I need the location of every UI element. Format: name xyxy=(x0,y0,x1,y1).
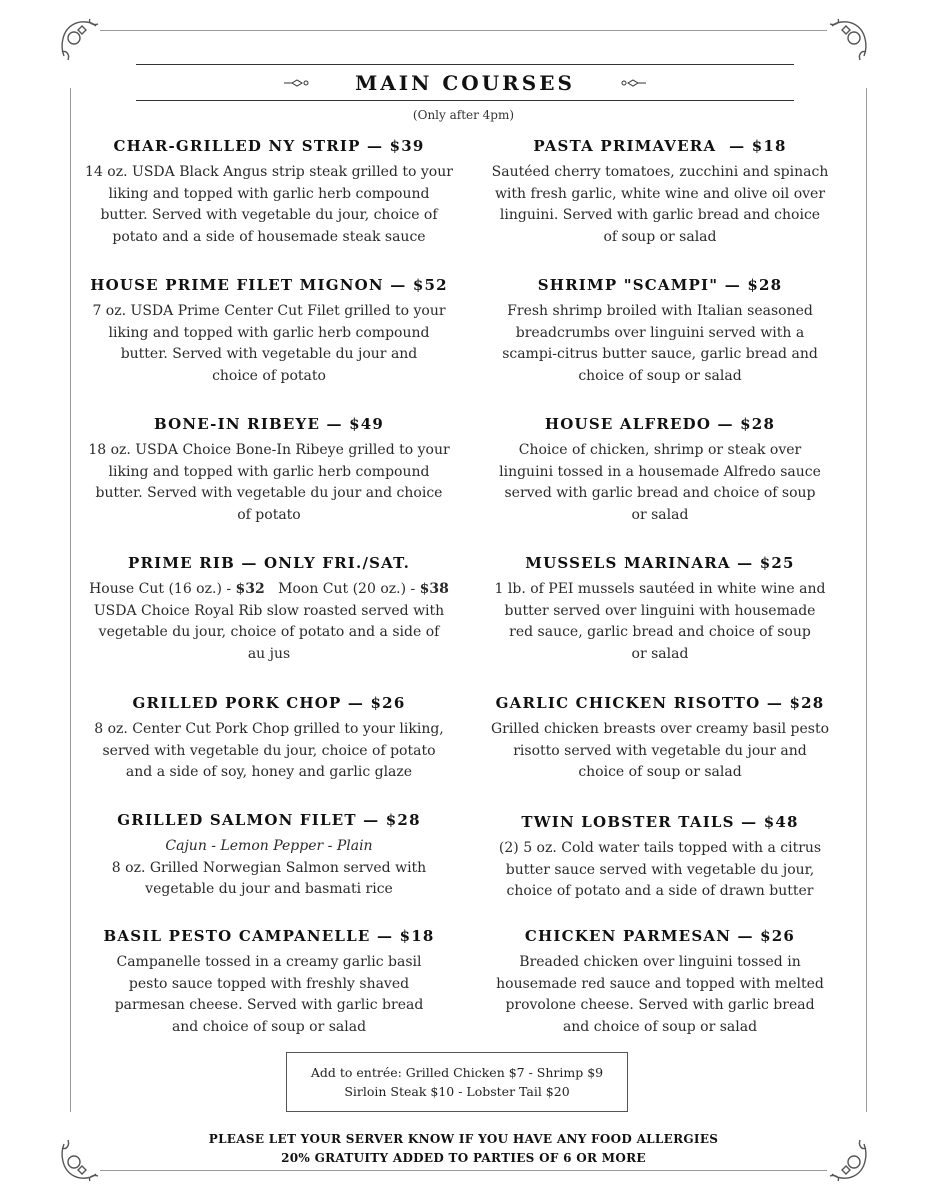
description-line: 1 lb. of PEI mussels sautéed in white wine and xyxy=(494,581,826,597)
dish-price: $39 xyxy=(389,137,425,155)
description-line: with fresh garlic, white wine and olive oil over xyxy=(494,185,826,202)
description-line: pesto sauce topped with freshly shaved xyxy=(128,975,410,992)
dish-price: $18 xyxy=(751,137,787,155)
description-line: breadcrumbs over linguini served with a xyxy=(515,324,805,341)
description-line: linguini tossed in a housemade Alfredo sauce xyxy=(499,463,821,480)
description-line: USDA Choice Royal Rib slow roasted served with xyxy=(93,602,445,619)
description-line: scampi-citrus butter sauce, garlic bread and xyxy=(502,346,818,363)
dish-description xyxy=(474,440,846,526)
dish-heading: GARLIC CHICKEN RISOTTO — $28 xyxy=(495,694,825,712)
description-line: 8 oz. Center Cut Pork Chop grilled to your liking, xyxy=(94,721,444,737)
dish-heading: PRIME RIB — ONLY FRI./SAT. xyxy=(127,554,411,572)
dish-name: PASTA PRIMAVERA xyxy=(533,137,717,155)
dish-name: GARLIC CHICKEN RISOTTO xyxy=(495,694,761,712)
description-line: or salad xyxy=(631,645,689,662)
description-line: of potato xyxy=(237,506,301,523)
dish-name: BASIL PESTO CAMPANELLE xyxy=(103,927,371,945)
dish-description xyxy=(474,579,846,665)
frame-right-line xyxy=(866,88,867,1112)
dish-heading: PASTA PRIMAVERA — $18 xyxy=(533,137,787,155)
dish-price: $48 xyxy=(763,813,799,831)
addons-box xyxy=(286,1052,628,1112)
description-line: choice of soup or salad xyxy=(578,764,742,781)
flourish-right-icon xyxy=(619,78,647,88)
description-line: served with garlic bread and choice of soup xyxy=(504,485,816,502)
dish-name: GRILLED SALMON FILET xyxy=(117,811,357,829)
dish-heading: SHRIMP "SCAMPI" — $28 xyxy=(537,276,783,294)
dish-description xyxy=(83,162,455,248)
description-line: butter sauce served with vegetable du jour, xyxy=(505,861,815,878)
dish-heading: BASIL PESTO CAMPANELLE — $18 xyxy=(103,927,435,945)
corner-ornament-top-right-icon xyxy=(822,16,872,66)
description-line: of soup or salad xyxy=(603,228,717,245)
dish-name: SHRIMP "SCAMPI" xyxy=(537,276,719,294)
menu-item xyxy=(474,693,846,784)
menu-item xyxy=(83,926,455,1038)
dish-name: HOUSE ALFREDO xyxy=(544,415,712,433)
description-line: butter. Served with vegetable du jour and choice xyxy=(95,485,443,502)
description-line: Grilled chicken breasts over creamy basil pesto xyxy=(490,721,830,737)
dish-description xyxy=(83,719,455,784)
dish-description xyxy=(83,579,455,665)
frame-bottom-line xyxy=(100,1170,827,1171)
dish-price: $26 xyxy=(760,927,796,945)
dish-description xyxy=(474,719,846,784)
dish-price: $26 xyxy=(370,694,406,712)
menu-item xyxy=(474,553,846,665)
description-line: and a side of soy, honey and garlic glaze xyxy=(125,764,413,781)
description-line: risotto served with vegetable du jour and xyxy=(513,742,807,759)
dish-heading: BONE-IN RIBEYE — $49 xyxy=(153,415,385,433)
header-top-rule xyxy=(136,64,794,65)
moon-cut-price: $38 xyxy=(419,581,449,597)
description-line: provolone cheese. Served with garlic bread xyxy=(505,997,815,1014)
description-line: liking and topped with garlic herb compound xyxy=(108,463,430,480)
description-line: 14 oz. USDA Black Angus strip steak grilled to your xyxy=(85,164,453,180)
description-line: butter. Served with vegetable du jour, choice of xyxy=(100,207,438,224)
description-line: and choice of soup or salad xyxy=(171,1018,367,1035)
dish-price: $25 xyxy=(759,554,795,572)
dish-heading: CHAR-GRILLED NY STRIP — $39 xyxy=(113,137,425,155)
dish-description xyxy=(83,952,455,1038)
description-line: au jus xyxy=(247,645,291,662)
page-subtitle: (Only after 4pm) xyxy=(412,108,515,122)
dish-description xyxy=(83,440,455,526)
description-line: Choice of chicken, shrimp or steak over xyxy=(518,442,802,458)
corner-ornament-top-left-icon xyxy=(56,16,106,66)
description-line: vegetable du jour, choice of potato and a side of xyxy=(98,624,440,641)
dish-description xyxy=(474,952,846,1038)
dish-description xyxy=(474,162,846,248)
gratuity-notice: 20% GRATUITY ADDED TO PARTIES OF 6 OR MORE xyxy=(281,1151,646,1165)
frame-left-line xyxy=(70,88,71,1112)
menu-item xyxy=(474,275,846,387)
menu-item xyxy=(474,812,846,903)
dish-price: $28 xyxy=(789,694,825,712)
description-line: 18 oz. USDA Choice Bone-In Ribeye grilled to your xyxy=(88,442,450,458)
dish-price: $52 xyxy=(412,276,448,294)
dish-availability: ONLY FRI./SAT. xyxy=(264,554,411,572)
menu-item xyxy=(83,693,455,784)
addons-line: Add to entrée: Grilled Chicken $7 - Shrimp $9 xyxy=(310,1065,604,1080)
moon-cut-label: Moon Cut (20 oz.) - xyxy=(278,581,420,597)
dish-price: $28 xyxy=(747,276,783,294)
description-line: housemade red sauce and topped with melted xyxy=(496,975,824,992)
dish-price: $18 xyxy=(399,927,435,945)
description-line: choice of soup or salad xyxy=(578,367,742,384)
menu-item xyxy=(474,136,846,248)
dish-name: PRIME RIB xyxy=(127,554,235,572)
dish-name: CHAR-GRILLED NY STRIP xyxy=(113,137,361,155)
menu-item xyxy=(474,926,846,1038)
description-line: choice of potato and a side of drawn butter xyxy=(506,883,814,900)
header-bottom-rule xyxy=(136,100,794,101)
header-title-row xyxy=(136,70,794,96)
description-line: butter. Served with vegetable du jour and xyxy=(120,346,418,363)
dish-name: GRILLED PORK CHOP xyxy=(132,694,342,712)
description-line: red sauce, garlic bread and choice of soup xyxy=(509,624,811,641)
description-line: choice of potato xyxy=(212,367,326,384)
dish-description xyxy=(474,301,846,387)
dish-heading: GRILLED PORK CHOP — $26 xyxy=(132,694,406,712)
house-cut-price: $32 xyxy=(235,581,265,597)
menu-item xyxy=(83,414,455,526)
description-line: vegetable du jour and basmati rice xyxy=(145,881,393,898)
dish-name: BONE-IN RIBEYE xyxy=(153,415,321,433)
dish-name: MUSSELS MARINARA xyxy=(525,554,731,572)
house-cut-label: House Cut (16 oz.) - xyxy=(89,581,236,597)
dish-description xyxy=(474,838,846,903)
description-line: 8 oz. Grilled Norwegian Salmon served with xyxy=(111,859,427,876)
description-line: or salad xyxy=(631,506,689,523)
description-line: Fresh shrimp broiled with Italian seasoned xyxy=(507,303,813,319)
description-line: liking and topped with garlic herb compound xyxy=(108,185,430,202)
description-line: Campanelle tossed in a creamy garlic basil xyxy=(116,954,422,970)
description-line: (2) 5 oz. Cold water tails topped with a citrus xyxy=(498,840,822,856)
dish-heading: TWIN LOBSTER TAILS — $48 xyxy=(521,813,799,831)
menu-item xyxy=(83,553,455,665)
dish-heading: HOUSE ALFREDO — $28 xyxy=(544,415,776,433)
description-line: parmesan cheese. Served with garlic bread xyxy=(114,997,424,1014)
cut-options xyxy=(89,581,449,597)
menu-item xyxy=(474,414,846,526)
description-line: liking and topped with garlic herb compound xyxy=(108,324,430,341)
description-line: butter served over linguini with housemade xyxy=(504,602,816,619)
dish-name: TWIN LOBSTER TAILS xyxy=(521,813,735,831)
dish-price: $49 xyxy=(349,415,385,433)
description-line: linguini. Served with garlic bread and choice xyxy=(499,207,821,224)
addons-line: Sirloin Steak $10 - Lobster Tail $20 xyxy=(344,1084,570,1099)
dish-heading: HOUSE PRIME FILET MIGNON — $52 xyxy=(90,276,448,294)
description-line: 7 oz. USDA Prime Center Cut Filet grilled to your xyxy=(92,303,446,319)
description-line: served with vegetable du jour, choice of potato xyxy=(102,742,436,759)
menu-item xyxy=(83,810,455,901)
dish-price: $28 xyxy=(740,415,776,433)
page-title: MAIN COURSES xyxy=(355,71,575,95)
allergy-notice: PLEASE LET YOUR SERVER KNOW IF YOU HAVE ANY FOOD ALLERGIES xyxy=(208,1132,719,1146)
dish-heading: GRILLED SALMON FILET — $28 xyxy=(117,811,421,829)
frame-top-line xyxy=(100,30,827,31)
description-line: and choice of soup or salad xyxy=(562,1018,758,1035)
description-line: Sautéed cherry tomatoes, zucchini and spinach xyxy=(491,164,829,180)
dish-heading: CHICKEN PARMESAN — $26 xyxy=(524,927,796,945)
dish-price: $28 xyxy=(385,811,421,829)
dish-name: CHICKEN PARMESAN xyxy=(524,927,732,945)
dish-description xyxy=(83,836,455,901)
flourish-left-icon xyxy=(283,78,311,88)
dish-heading: MUSSELS MARINARA — $25 xyxy=(525,554,795,572)
description-line: Breaded chicken over linguini tossed in xyxy=(519,954,801,970)
menu-item xyxy=(83,275,455,387)
description-line: potato and a side of housemade steak sauce xyxy=(112,228,426,245)
dish-name: HOUSE PRIME FILET MIGNON xyxy=(90,276,384,294)
dish-description xyxy=(83,301,455,387)
menu-item xyxy=(83,136,455,248)
seasoning-options: Cajun - Lemon Pepper - Plain xyxy=(165,838,373,854)
